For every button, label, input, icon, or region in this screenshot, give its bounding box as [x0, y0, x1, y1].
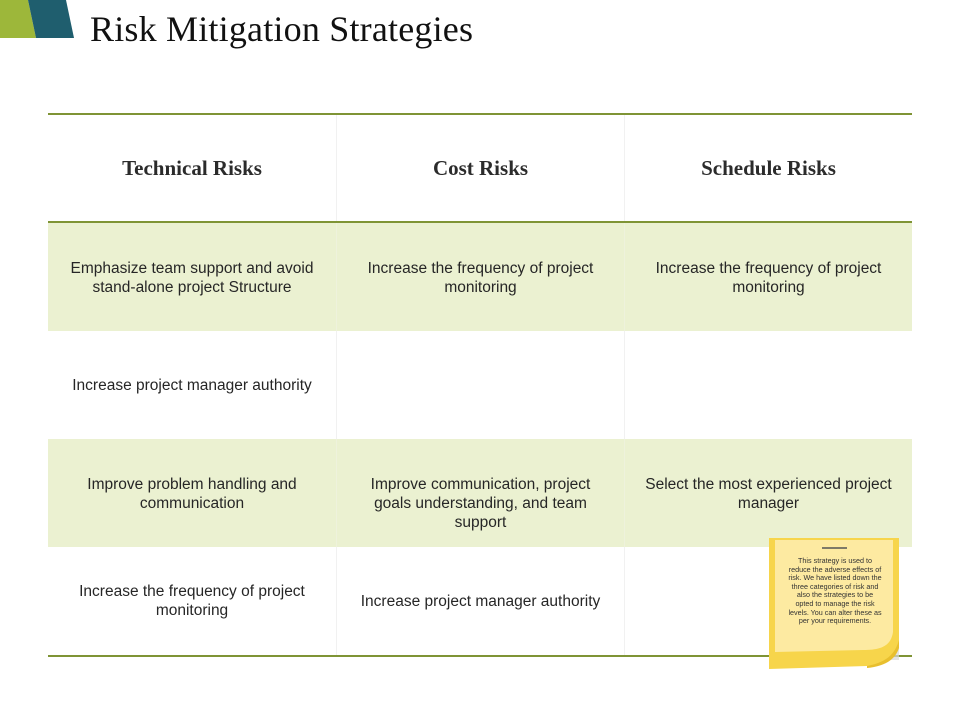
table-row: [48, 223, 912, 331]
table-header-row: [48, 115, 912, 223]
table-cell: Increase project manager authority: [72, 376, 312, 394]
header-technical-risks: Technical Risks: [122, 155, 262, 180]
table-cell: Emphasize team support and avoid stand-alone project Structure: [70, 260, 314, 296]
header-schedule-risks: Schedule Risks: [624, 115, 912, 221]
page-title: Risk Mitigation Strategies: [90, 9, 474, 49]
table-cell: Improve problem handling and communication: [87, 476, 297, 512]
table-cell: Increase the frequency of project monitoring: [624, 223, 912, 331]
table-cell: Increase the frequency of project monitoring: [79, 583, 305, 619]
table-row: [48, 439, 912, 547]
table-cell: [336, 331, 624, 439]
table-cell: Increase the frequency of project monitoring: [336, 223, 624, 331]
table-cell: Improve communication, project goals understanding, and team support: [336, 439, 624, 547]
sticky-note-text: This strategy is used to reduce the adverse effects of risk. We have listed down the three categories of risk and also the strategies to be opted to manage the risk levels. You can alter these as per your requirements.: [788, 556, 882, 626]
table-cell: [624, 331, 912, 439]
header-cost-risks: Cost Risks: [336, 115, 624, 221]
table-row: [48, 331, 912, 439]
table-cell: Increase project manager authority: [336, 547, 624, 655]
table-cell: Select the most experienced project manager: [624, 439, 912, 547]
corner-teal-stripe: [28, 0, 74, 38]
sticky-note: [767, 536, 901, 670]
corner-decoration: [0, 0, 80, 42]
